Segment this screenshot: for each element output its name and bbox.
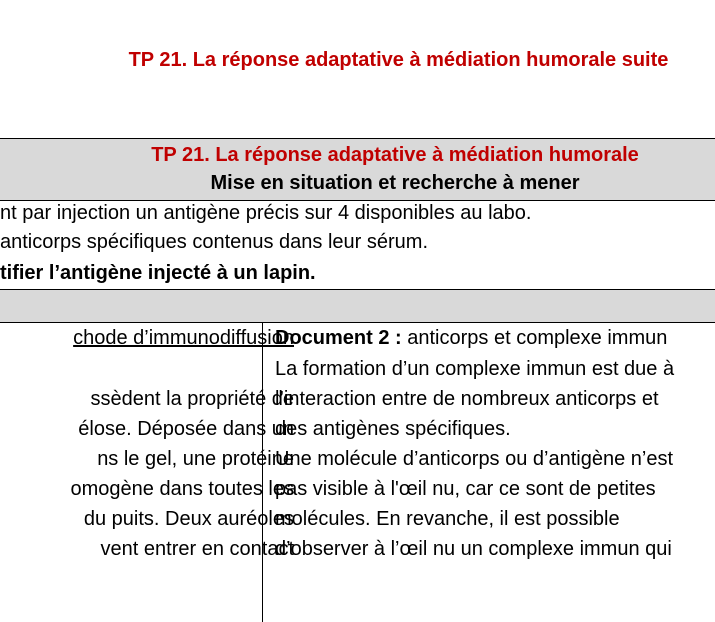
- activity-table: [0, 138, 715, 598]
- document-2-heading: [275, 327, 667, 350]
- table-header-title: TP 21. La réponse adaptative à médiation humorale: [151, 144, 639, 166]
- document-2-label: Document 2 :: [275, 327, 402, 349]
- intro-line-1: nt par injection un antigène précis sur 4 disponibles au labo.: [0, 202, 532, 224]
- intro-line-3-objective: tifier l’antigène injecté à un lapin.: [0, 262, 316, 284]
- document-1-line: du puits. Deux auréoles: [83, 508, 294, 530]
- document-2-line: d’observer à l’œil nu un complexe immun qui: [275, 538, 672, 560]
- document-1-title: chode d’immunodiffusion: [73, 327, 294, 349]
- document-2-line: La formation d’un complexe immun est due à: [275, 358, 675, 380]
- section-separator: [0, 289, 715, 323]
- document-2-line: l’interaction entre de nombreux anticorps et: [275, 388, 659, 410]
- table-header-subtitle: Mise en situation et recherche à mener: [210, 172, 580, 194]
- document-1-line: ns le gel, une protéine: [97, 448, 294, 470]
- document-2-title: anticorps et complexe immun: [401, 327, 668, 349]
- document-1-line: omogène dans toutes les: [70, 478, 294, 500]
- intro-line-2: anticorps spécifiques contenus dans leur sérum.: [0, 231, 429, 253]
- document-1-line: vent entrer en contact: [100, 538, 294, 560]
- page-title: TP 21. La réponse adaptative à médiation humorale suite: [128, 49, 669, 71]
- table-header-band: [0, 138, 715, 201]
- document-2-line: des antigènes spécifiques.: [275, 418, 511, 440]
- document-1-line: élose. Déposée dans un: [78, 418, 294, 440]
- document-2-line: Une molécule d’anticorps ou d’antigène n’est: [275, 448, 674, 470]
- column-divider: [262, 322, 263, 622]
- document-1-line: ssèdent la propriété de: [90, 388, 294, 410]
- document-2-line: pas visible à l'œil nu, car ce sont de petites: [275, 478, 656, 500]
- document-2-line: molécules. En revanche, il est possible: [275, 508, 620, 530]
